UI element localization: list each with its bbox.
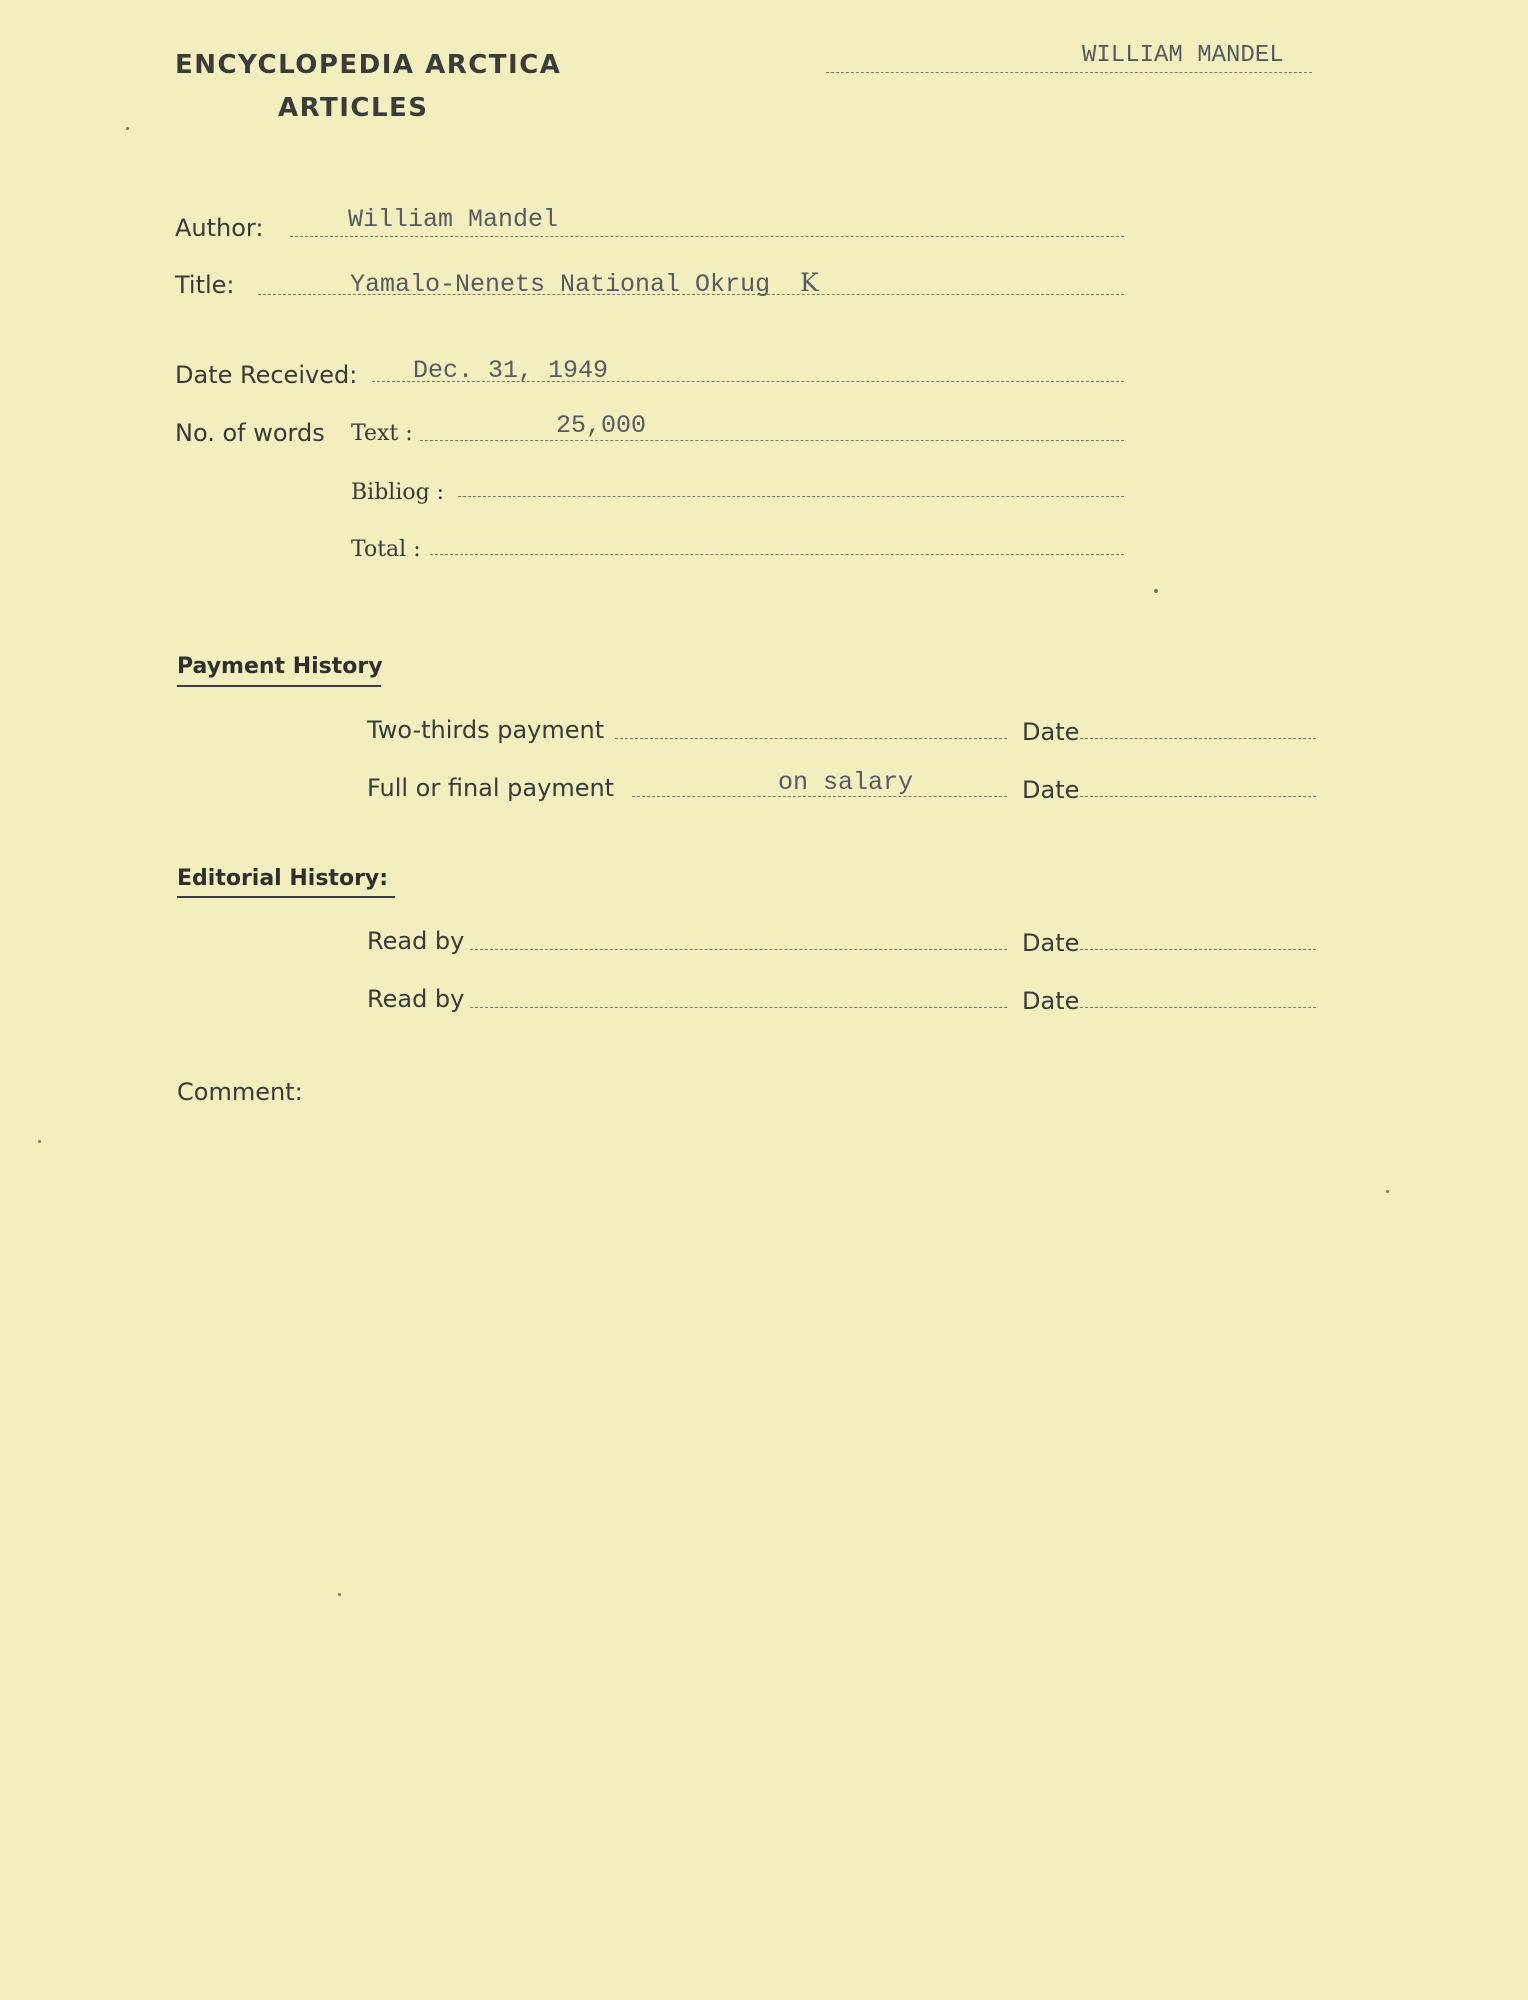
bibliog-line <box>458 496 1124 497</box>
org-subtitle: ARTICLES <box>278 93 429 123</box>
two-thirds-date-label: Date <box>1022 718 1080 746</box>
author-value: William Mandel <box>348 205 559 234</box>
author-stamp-line <box>826 72 1312 73</box>
full-payment-label: Full or final payment <box>367 774 615 802</box>
author-stamp: WILLIAM MANDEL <box>1082 42 1284 69</box>
full-payment-date-line <box>1080 796 1316 797</box>
read-by-line-1 <box>470 949 1007 950</box>
read-by-label-1: Read by <box>367 927 465 955</box>
text-line <box>420 440 1124 441</box>
paper-speck <box>38 1140 41 1143</box>
date-received-label: Date Received: <box>175 361 358 389</box>
author-label: Author: <box>175 214 264 242</box>
title-value: Yamalo-Nenets National Okrug <box>350 270 771 299</box>
two-thirds-date-line <box>1080 738 1316 739</box>
full-payment-date-label: Date <box>1022 776 1080 804</box>
total-line <box>430 554 1124 555</box>
date-received-value: Dec. 31, 1949 <box>413 356 609 385</box>
payment-history-heading: Payment History <box>177 654 383 679</box>
read-by-line-2 <box>470 1007 1007 1008</box>
read-by-date-label-2: Date <box>1022 987 1080 1015</box>
bibliog-label: Bibliog : <box>351 480 445 505</box>
comment-label: Comment: <box>177 1078 303 1106</box>
read-by-date-line-2 <box>1080 1007 1316 1008</box>
author-line <box>290 236 1124 237</box>
org-title: ENCYCLOPEDIA ARCTICA <box>175 50 562 80</box>
paper-speck <box>1154 589 1158 593</box>
text-value: 25,000 <box>556 411 647 440</box>
title-mark: K <box>800 268 819 297</box>
read-by-date-label-1: Date <box>1022 929 1080 957</box>
paper-speck <box>126 127 129 130</box>
full-payment-value: on salary <box>778 768 914 797</box>
read-by-date-line-1 <box>1080 949 1316 950</box>
paper-speck <box>338 1593 341 1596</box>
two-thirds-label: Two-thirds payment <box>367 716 605 744</box>
editorial-history-heading: Editorial History: <box>177 866 389 891</box>
paper-speck <box>1386 1190 1389 1193</box>
editorial-history-underline <box>177 896 395 898</box>
total-label: Total : <box>351 537 421 562</box>
title-label: Title: <box>175 271 235 299</box>
payment-history-underline <box>177 685 381 687</box>
read-by-label-2: Read by <box>367 985 465 1013</box>
text-label: Text : <box>351 421 413 446</box>
two-thirds-line <box>615 738 1007 739</box>
words-label: No. of words <box>175 419 325 447</box>
